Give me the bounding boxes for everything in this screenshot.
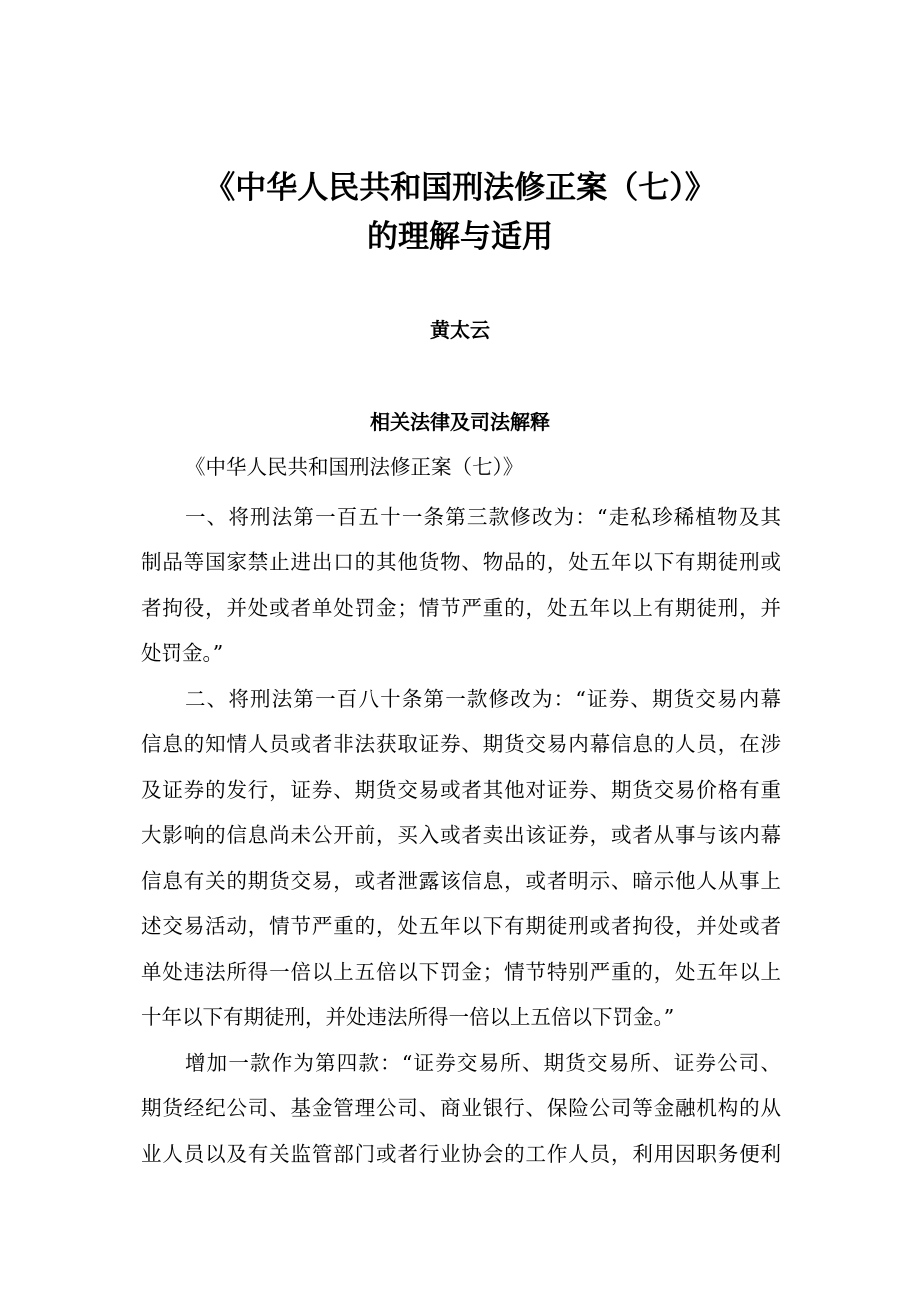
paragraph-2-line: 单处违法所得一倍以上五倍以下罚金；情节特别严重的，处五年以上 <box>141 960 781 984</box>
paragraph-3-line: 业人员以及有关监管部门或者行业协会的工作人员，利用因职务便利 <box>141 1142 781 1166</box>
paragraph-1-line: 者拘役，并处或者单处罚金；情节严重的，处五年以上有期徒刑，并 <box>141 596 781 620</box>
author: 黄太云 <box>430 318 490 342</box>
paragraph-1-line: 一、将刑法第一百五十一条第三款修改为：“走私珍稀植物及其 <box>185 505 781 529</box>
paragraph-2-line: 信息有关的期货交易，或者泄露该信息，或者明示、暗示他人从事上 <box>141 869 781 893</box>
document-title-line1: 《中华人民共和国刑法修正案（七）》 <box>204 170 716 206</box>
paragraph-3-line: 期货经纪公司、基金管理公司、商业银行、保险公司等金融机构的从 <box>141 1096 781 1120</box>
paragraph-2-line: 信息的知情人员或者非法获取证券、期货交易内幕信息的人员，在涉 <box>141 732 781 756</box>
paragraph-1-line: 制品等国家禁止进出口的其他货物、物品的，处五年以下有期徒刑或 <box>141 550 781 574</box>
paragraph-2-line: 十年以下有期徒刑，并处违法所得一倍以上五倍以下罚金。” <box>141 1005 675 1029</box>
paragraph-3-line: 增加一款作为第四款：“证券交易所、期货交易所、证券公司、 <box>185 1051 781 1075</box>
subtitle: 《中华人民共和国刑法修正案（七）》 <box>185 455 524 479</box>
paragraph-2-line: 及证券的发行，证券、期货交易或者其他对证券、期货交易价格有重 <box>141 778 781 802</box>
paragraph-2-line: 述交易活动，情节严重的，处五年以下有期徒刑或者拘役，并处或者 <box>141 914 781 938</box>
document-title-line2: 的理解与适用 <box>367 219 553 255</box>
section-heading: 相关法律及司法解释 <box>370 410 550 434</box>
paragraph-2-line: 二、将刑法第一百八十条第一款修改为：“证券、期货交易内幕 <box>185 687 781 711</box>
paragraph-2-line: 大影响的信息尚未公开前，买入或者卖出该证券，或者从事与该内幕 <box>141 823 781 847</box>
paragraph-1-line: 处罚金。” <box>141 641 224 665</box>
